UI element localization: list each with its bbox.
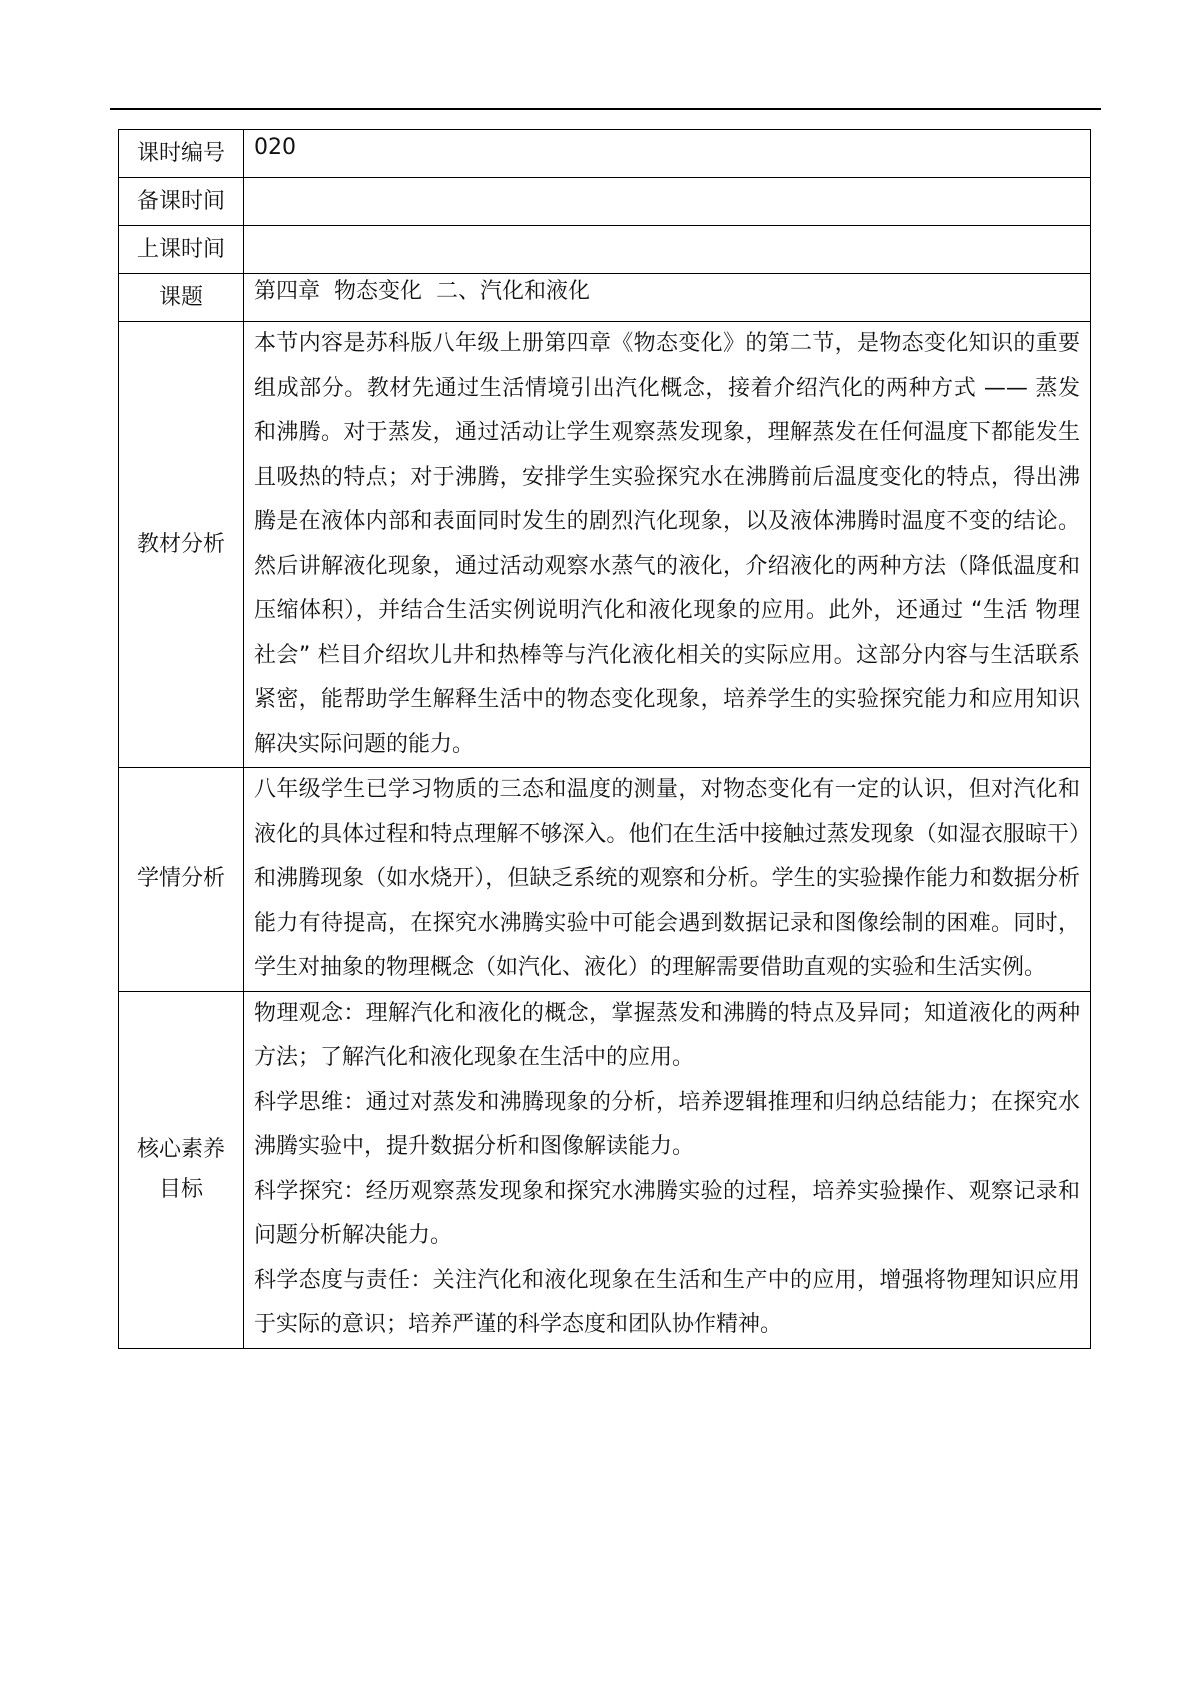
lesson-plan-table xyxy=(118,129,1091,1349)
student-analysis-text: 八年级学生已学习物质的三态和温度的测量，对物态变化有一定的认识，但对汽化和液化的具体过程和特点理解不够深入。他们在生活中接触过蒸发现象（如湿衣服晾干）和沸腾现象（如水烧开），但缺乏系统的观察和分析。学生的实验操作能力和数据分析能力有待提高，在探究水沸腾实验中可能会遇到数据记录和图像绘制的困难。同时，学生对抽象的物理概念（如汽化、液化）的理解需要借助直观的实验和生活实例。 xyxy=(254,777,1080,980)
row-prep-time xyxy=(119,178,1091,226)
class-time-label: 上课时间 xyxy=(119,226,244,274)
topic-value: 第四章 物态变化 二、汽化和液化 xyxy=(244,274,1091,322)
goal-attitude-responsibility: 科学态度与责任：关注汽化和液化现象在生活和生产中的应用，增强将物理知识应用于实际的意识；培养严谨的科学态度和团队协作精神。 xyxy=(254,1267,1080,1337)
topic-label: 课题 xyxy=(119,274,244,322)
class-time-value xyxy=(244,226,1091,274)
student-analysis-value xyxy=(244,768,1091,992)
textbook-analysis-label: 教材分析 xyxy=(119,322,244,768)
row-student-analysis xyxy=(119,768,1091,992)
row-textbook-analysis xyxy=(119,322,1091,768)
prep-time-value xyxy=(244,178,1091,226)
core-goals-value xyxy=(244,991,1091,1348)
textbook-analysis-value xyxy=(244,322,1091,768)
lesson-number-value: 020 xyxy=(244,130,1091,178)
goal-physics-concept: 物理观念：理解汽化和液化的概念，掌握蒸发和沸腾的特点及异同；知道液化的两种方法；了解汽化和液化现象在生活中的应用。 xyxy=(254,1000,1080,1070)
row-topic xyxy=(119,274,1091,322)
row-lesson-number xyxy=(119,130,1091,178)
prep-time-label: 备课时间 xyxy=(119,178,244,226)
header-rule xyxy=(110,108,1101,110)
lesson-number-label: 课时编号 xyxy=(119,130,244,178)
core-goals-label xyxy=(119,991,244,1348)
row-core-goals xyxy=(119,991,1091,1348)
textbook-analysis-text: 本节内容是苏科版八年级上册第四章《物态变化》的第二节，是物态变化知识的重要组成部分。教材先通过生活情境引出汽化概念，接着介绍汽化的两种方式 —— 蒸发和沸腾。对于蒸发，通过活动让学生观察蒸发现象，理解蒸发在任何温度下都能发生且吸热的特点；对于沸腾，安排学生实验探究水在沸腾前后温度变化的特点，得出沸腾是在液体内部和表面同时发生的剧烈汽化现象，以及液体沸腾时温度不变的结论。然后讲解液化现象，通过活动观察水蒸气的液化，介绍液化的两种方法（降低温度和压缩体积），并结合生活实例说明汽化和液化现象的应用。此外，还通过 “生活 物理 社会” 栏目介绍坎儿井和热棒等与汽化液化相关的实际应用。这部分内容与生活联系紧密，能帮助学生解释生活中的物态变化现象，培养学生的实验探究能力和应用知识解决实际问题的能力。 xyxy=(254,331,1080,757)
core-goals-label-line2: 目标 xyxy=(158,1176,203,1202)
student-analysis-label: 学情分析 xyxy=(119,768,244,992)
row-class-time xyxy=(119,226,1091,274)
core-goals-label-line1: 核心素养 xyxy=(136,1136,225,1162)
goal-scientific-thinking: 科学思维：通过对蒸发和沸腾现象的分析，培养逻辑推理和归纳总结能力；在探究水沸腾实验中，提升数据分析和图像解读能力。 xyxy=(254,1089,1080,1159)
goal-scientific-inquiry: 科学探究：经历观察蒸发现象和探究水沸腾实验的过程，培养实验操作、观察记录和问题分析解决能力。 xyxy=(254,1178,1080,1248)
